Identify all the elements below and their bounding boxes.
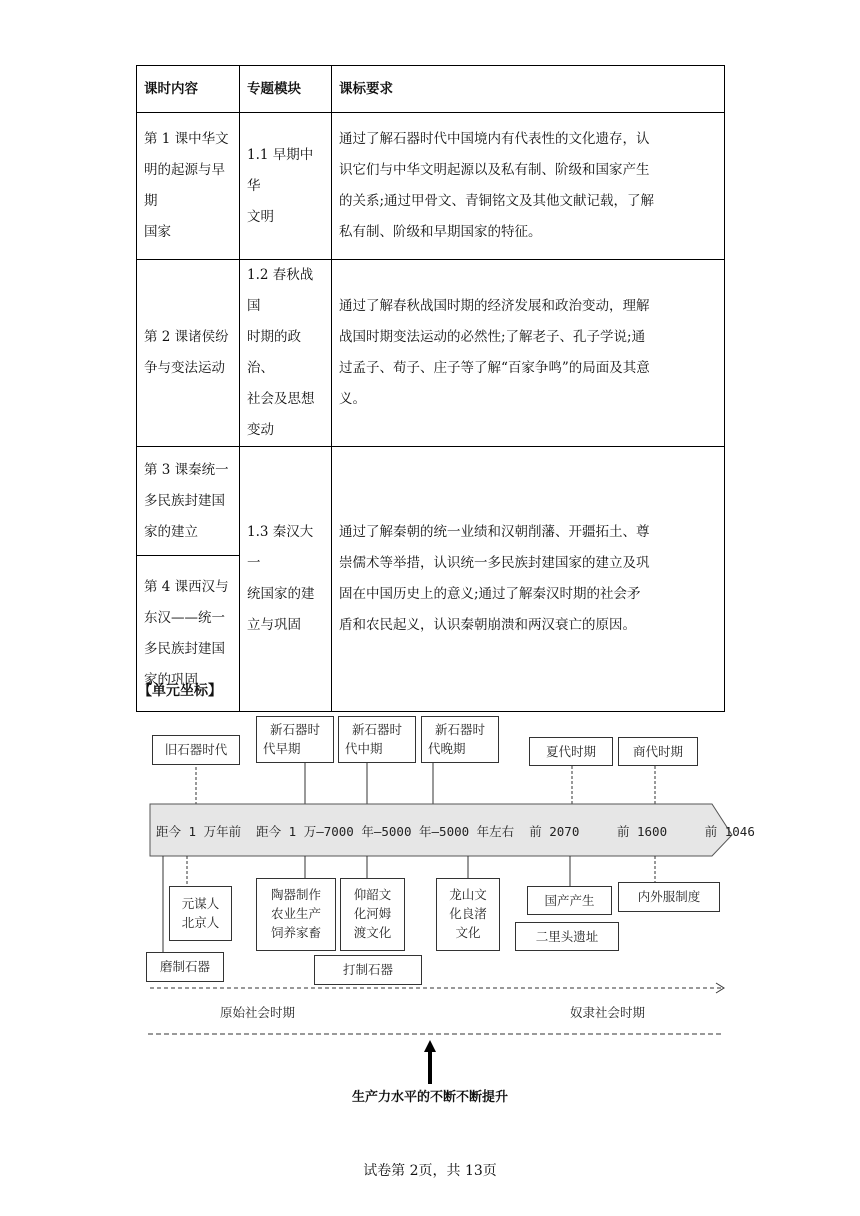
- box-grinding: 磨制石器: [146, 952, 224, 982]
- box-xia: 夏代时期: [529, 737, 613, 766]
- box-yangshao: 仰韶文 化河姆 渡文化: [340, 878, 405, 951]
- box-pottery: 陶器制作 农业生产 饲养家畜: [256, 878, 336, 951]
- box-fief: 内外服制度: [618, 882, 720, 912]
- box-yuanmou: 元谋人 北京人: [169, 886, 232, 941]
- requirement-cell: 通过了解秦朝的统一业绩和汉朝削藩、开疆拓土、尊 崇儒术等举措，认识统一多民族封建国家的建立及巩 固在中国历史上的意义;通过了解秦汉时期的社会矛 盾和农民起义，认识秦朝崩溃和两汉衰亡的原因。: [332, 447, 725, 712]
- table-header-row: [137, 66, 725, 113]
- requirement-cell: 通过了解石器时代中国境内有代表性的文化遗存，认 识它们与中华文明起源以及私有制、阶级和国家产生 的关系;通过甲骨文、青铜铭文及其他文献记载，了解 私有制、阶级和早期国家的特征。: [332, 113, 725, 260]
- box-chipped: 打制石器: [314, 955, 422, 985]
- module-cell: 1.3 秦汉大一 统国家的建 立与巩固: [240, 447, 332, 712]
- up-arrow-head: [424, 1040, 436, 1052]
- box-state: 国产产生: [527, 886, 612, 915]
- header-module: 专题模块: [240, 66, 332, 113]
- timeline-axis-label: 距今 1 万年前 距今 1 万—7000 年—5000 年—5000 年左右 前 2070 前 1600 前 1046: [156, 824, 755, 839]
- lesson-cell: 第 2 课诸侯纷 争与变法运动: [137, 260, 240, 447]
- unit-title: 【单元坐标】: [138, 683, 222, 699]
- header-requirement: 课标要求: [332, 66, 725, 113]
- box-paleolithic: 旧石器时代: [152, 735, 240, 765]
- module-cell: 1.2 春秋战国 时期的政治、 社会及思想 变动: [240, 260, 332, 447]
- box-neolithic-late: 新石器时 代晚期: [421, 716, 499, 763]
- box-erlitou: 二里头遗址: [515, 922, 619, 951]
- header-lesson: 课时内容: [137, 66, 240, 113]
- table-row: [137, 260, 725, 447]
- lesson-cell: 第 3 课秦统一 多民族封建国 家的建立: [137, 447, 240, 556]
- module-cell: 1.1 早期中华 文明: [240, 113, 332, 260]
- table-row: [137, 113, 725, 260]
- lesson-cell: 第 4 课西汉与 东汉——统一 多民族封建国 家的巩固: [137, 556, 240, 712]
- era-slave-label: 奴隶社会时期: [570, 1005, 646, 1020]
- box-shang: 商代时期: [618, 737, 698, 766]
- table-row: [137, 447, 725, 556]
- page-footer: 试卷第 2页，共 13页: [363, 1163, 497, 1179]
- era-primitive-label: 原始社会时期: [220, 1005, 296, 1020]
- curriculum-table: [136, 65, 725, 712]
- box-neolithic-early: 新石器时 代早期: [256, 716, 334, 763]
- requirement-cell: 通过了解春秋战国时期的经济发展和政治变动，理解 战国时期变法运动的必然性;了解老子、孔子学说;通 过孟子、荀子、庄子等了解“百家争鸣”的局面及其意 义。: [332, 260, 725, 447]
- box-longshan: 龙山文 化良渚 文化: [436, 878, 500, 951]
- lesson-cell: 第 1 课中华文 明的起源与早 期 国家: [137, 113, 240, 260]
- box-neolithic-mid: 新石器时 代中期: [338, 716, 416, 763]
- conclusion-text: 生产力水平的不断不断提升: [351, 1090, 508, 1105]
